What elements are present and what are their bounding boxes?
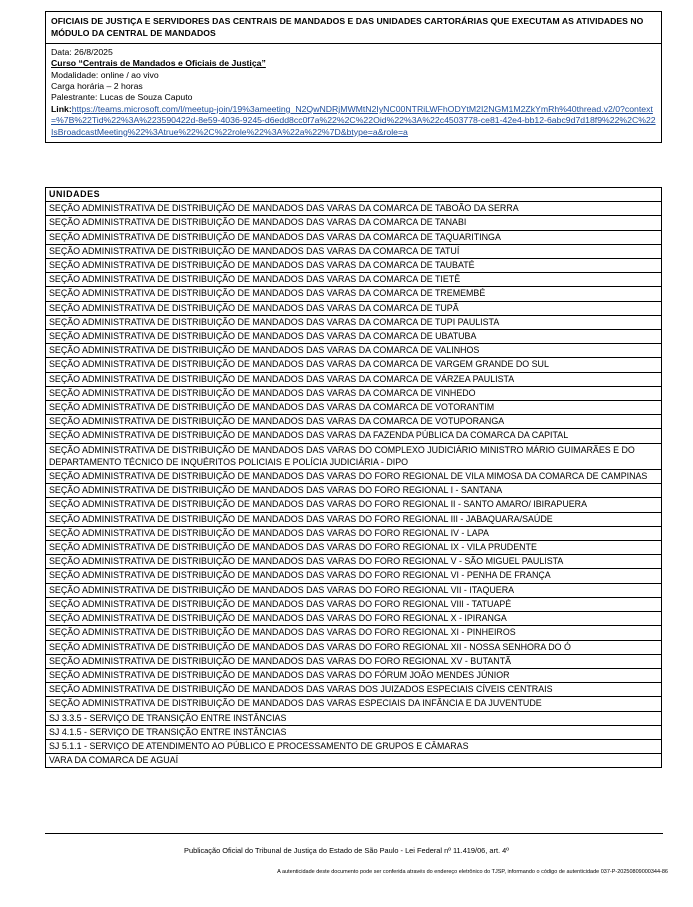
unit-name-cell: SEÇÃO ADMINISTRATIVA DE DISTRIBUIÇÃO DE MANDADOS DAS VARAS DO FORO REGIONAL IX - VILA PRUDENTE bbox=[46, 541, 662, 555]
table-row bbox=[46, 555, 662, 569]
unit-name-cell: SEÇÃO ADMINISTRATIVA DE DISTRIBUIÇÃO DE MANDADOS DAS VARAS DO FORO REGIONAL VI - PENHA DE FRANÇA bbox=[46, 569, 662, 583]
table-row bbox=[46, 401, 662, 415]
table-row bbox=[46, 754, 662, 768]
footer-divider bbox=[45, 833, 663, 834]
unit-name-cell: SEÇÃO ADMINISTRATIVA DE DISTRIBUIÇÃO DE MANDADOS DAS VARAS DA COMARCA DE TAUBATÉ bbox=[46, 259, 662, 273]
table-row bbox=[46, 330, 662, 344]
table-row bbox=[46, 372, 662, 386]
unit-name-cell: SEÇÃO ADMINISTRATIVA DE DISTRIBUIÇÃO DE MANDADOS DAS VARAS DO FORO REGIONAL IV - LAPA bbox=[46, 526, 662, 540]
unit-name-cell: SEÇÃO ADMINISTRATIVA DE DISTRIBUIÇÃO DE MANDADOS DAS VARAS DO FORO REGIONAL XV - BUTANTÃ bbox=[46, 654, 662, 668]
table-header-row bbox=[46, 188, 662, 202]
unit-name-cell: SEÇÃO ADMINISTRATIVA DE DISTRIBUIÇÃO DE MANDADOS DAS VARAS DA COMARCA DE TANABI bbox=[46, 216, 662, 230]
table-row bbox=[46, 654, 662, 668]
table-row bbox=[46, 683, 662, 697]
unit-name-cell: SJ 3.3.5 - SERVIÇO DE TRANSIÇÃO ENTRE INSTÂNCIAS bbox=[46, 711, 662, 725]
table-row bbox=[46, 443, 662, 469]
table-row bbox=[46, 711, 662, 725]
unit-name-cell: SEÇÃO ADMINISTRATIVA DE DISTRIBUIÇÃO DE MANDADOS DAS VARAS DO FORO REGIONAL XII - NOSSA SENHORA DO Ó bbox=[46, 640, 662, 654]
table-row bbox=[46, 541, 662, 555]
course-name: “Centrais de Mandados e Oficiais de Justiça” bbox=[78, 58, 266, 69]
table-row bbox=[46, 358, 662, 372]
table-row bbox=[46, 273, 662, 287]
table-row bbox=[46, 301, 662, 315]
publication-note: Publicação Oficial do Tribunal de Justiça do Estado de São Paulo - Lei Federal nº 11.419/06, art. 4º bbox=[184, 846, 509, 855]
unit-name-cell: SEÇÃO ADMINISTRATIVA DE DISTRIBUIÇÃO DE MANDADOS DAS VARAS DO FORO REGIONAL VII - ITAQUERA bbox=[46, 583, 662, 597]
link-label: Link: bbox=[51, 103, 72, 114]
unit-name-cell: SEÇÃO ADMINISTRATIVA DE DISTRIBUIÇÃO DE MANDADOS DAS VARAS DA COMARCA DE TUPÃ bbox=[46, 301, 662, 315]
course-info-box bbox=[45, 11, 662, 143]
table-row bbox=[46, 526, 662, 540]
table-row bbox=[46, 697, 662, 711]
table-row bbox=[46, 512, 662, 526]
unit-name-cell: SEÇÃO ADMINISTRATIVA DE DISTRIBUIÇÃO DE MANDADOS DAS VARAS DA COMARCA DE VARGEM GRANDE DO SUL bbox=[46, 358, 662, 372]
unit-name-cell: SJ 4.1.5 - SERVIÇO DE TRANSIÇÃO ENTRE INSTÂNCIAS bbox=[46, 725, 662, 739]
unit-name-cell: SJ 5.1.1 - SERVIÇO DE ATENDIMENTO AO PÚBLICO E PROCESSAMENTO DE GRUPOS E CÂMARAS bbox=[46, 739, 662, 753]
course-prefix: Curso bbox=[51, 58, 79, 69]
unit-name-cell: SEÇÃO ADMINISTRATIVA DE DISTRIBUIÇÃO DE MANDADOS DAS VARAS DA COMARCA DE TIETÊ bbox=[46, 273, 662, 287]
course-modality: Modalidade: online / ao vivo bbox=[51, 69, 159, 80]
unit-name-cell: SEÇÃO ADMINISTRATIVA DE DISTRIBUIÇÃO DE MANDADOS DAS VARAS DA COMARCA DE VOTUPORANGA bbox=[46, 415, 662, 429]
unit-name-cell: SEÇÃO ADMINISTRATIVA DE DISTRIBUIÇÃO DE MANDADOS DAS VARAS DO FORO REGIONAL X - IPIRANGA bbox=[46, 612, 662, 626]
table-row bbox=[46, 470, 662, 484]
unit-name-cell: VARA DA COMARCA DE AGUAÍ bbox=[46, 754, 662, 768]
table-row bbox=[46, 415, 662, 429]
unit-name-cell: SEÇÃO ADMINISTRATIVA DE DISTRIBUIÇÃO DE MANDADOS DAS VARAS DA COMARCA DE TREMEMBÉ bbox=[46, 287, 662, 301]
units-table bbox=[45, 187, 662, 768]
unit-name-cell: SEÇÃO ADMINISTRATIVA DE DISTRIBUIÇÃO DE MANDADOS DAS VARAS DO FORO REGIONAL VIII - TATUAPÉ bbox=[46, 597, 662, 611]
course-details bbox=[46, 44, 661, 142]
table-row bbox=[46, 668, 662, 682]
table-body bbox=[46, 202, 662, 768]
unit-name-cell: SEÇÃO ADMINISTRATIVA DE DISTRIBUIÇÃO DE MANDADOS DAS VARAS DO FORO REGIONAL III - JABAQUARA/SAÚDE bbox=[46, 512, 662, 526]
unit-name-cell: SEÇÃO ADMINISTRATIVA DE DISTRIBUIÇÃO DE MANDADOS DAS VARAS DO FORO REGIONAL II - SANTO AMARO/ IBIRAPUERA bbox=[46, 498, 662, 512]
table-row bbox=[46, 429, 662, 443]
table-row bbox=[46, 484, 662, 498]
course-speaker: Palestrante: Lucas de Souza Caputo bbox=[51, 92, 193, 103]
table-row bbox=[46, 498, 662, 512]
unit-name-cell: SEÇÃO ADMINISTRATIVA DE DISTRIBUIÇÃO DE MANDADOS DAS VARAS DA COMARCA DE VÁRZEA PAULISTA bbox=[46, 372, 662, 386]
table-row bbox=[46, 244, 662, 258]
table-row bbox=[46, 315, 662, 329]
unit-name-cell: SEÇÃO ADMINISTRATIVA DE DISTRIBUIÇÃO DE MANDADOS DAS VARAS DA COMARCA DE VOTORANTIM bbox=[46, 401, 662, 415]
table-header: UNIDADES bbox=[46, 188, 662, 202]
table-row bbox=[46, 216, 662, 230]
meeting-link-line bbox=[51, 104, 656, 138]
course-workload: Carga horária – 2 horas bbox=[51, 81, 143, 92]
table-row bbox=[46, 259, 662, 273]
table-row bbox=[46, 230, 662, 244]
unit-name-cell: SEÇÃO ADMINISTRATIVA DE DISTRIBUIÇÃO DE MANDADOS DAS VARAS DA COMARCA DE TUPI PAULISTA bbox=[46, 315, 662, 329]
unit-name-cell: SEÇÃO ADMINISTRATIVA DE DISTRIBUIÇÃO DE MANDADOS DAS VARAS DO FORO REGIONAL I - SANTANA bbox=[46, 484, 662, 498]
table-row bbox=[46, 640, 662, 654]
table-row bbox=[46, 569, 662, 583]
course-line bbox=[51, 58, 656, 69]
unit-name-cell: SEÇÃO ADMINISTRATIVA DE DISTRIBUIÇÃO DE MANDADOS DAS VARAS DA COMARCA DE TAQUARITINGA bbox=[46, 230, 662, 244]
table-row bbox=[46, 287, 662, 301]
table-row bbox=[46, 597, 662, 611]
table-row bbox=[46, 386, 662, 400]
unit-name-cell: SEÇÃO ADMINISTRATIVA DE DISTRIBUIÇÃO DE MANDADOS DAS VARAS DO FÓRUM JOÃO MENDES JÚNIOR bbox=[46, 668, 662, 682]
section-title: OFICIAIS DE JUSTIÇA E SERVIDORES DAS CENTRAIS DE MANDADOS E DAS UNIDADES CARTORÁRIAS QUE EXECUTAM AS ATIVIDADES NO MÓDULO DA CENTRAL DE MANDADOS bbox=[46, 12, 661, 44]
unit-name-cell: SEÇÃO ADMINISTRATIVA DE DISTRIBUIÇÃO DE MANDADOS DAS VARAS DO FORO REGIONAL XI - PINHEIROS bbox=[46, 626, 662, 640]
unit-name-cell: SEÇÃO ADMINISTRATIVA DE DISTRIBUIÇÃO DE MANDADOS DAS VARAS DO FORO REGIONAL DE VILA MIMOSA DA COMARCA DE CAMPINAS bbox=[46, 470, 662, 484]
table-row bbox=[46, 612, 662, 626]
unit-name-cell: SEÇÃO ADMINISTRATIVA DE DISTRIBUIÇÃO DE MANDADOS DAS VARAS DA COMARCA DE VINHEDO bbox=[46, 386, 662, 400]
table-row bbox=[46, 202, 662, 216]
table-row bbox=[46, 583, 662, 597]
unit-name-cell: SEÇÃO ADMINISTRATIVA DE DISTRIBUIÇÃO DE MANDADOS DAS VARAS DA FAZENDA PÚBLICA DA COMARCA DA CAPITAL bbox=[46, 429, 662, 443]
course-date: Data: 26/8/2025 bbox=[51, 46, 113, 57]
table-row bbox=[46, 725, 662, 739]
authenticity-note: A autenticidade deste documento pode ser conferida através do endereço eletrônico do TJSP, informando o código de autenticidade 037-P-20250809000344-86 bbox=[277, 869, 668, 875]
table-row bbox=[46, 344, 662, 358]
unit-name-cell: SEÇÃO ADMINISTRATIVA DE DISTRIBUIÇÃO DE MANDADOS DAS VARAS DA COMARCA DE UBATUBA bbox=[46, 330, 662, 344]
unit-name-cell: SEÇÃO ADMINISTRATIVA DE DISTRIBUIÇÃO DE MANDADOS DAS VARAS ESPECIAIS DA INFÂNCIA E DA JUVENTUDE bbox=[46, 697, 662, 711]
unit-name-cell: SEÇÃO ADMINISTRATIVA DE DISTRIBUIÇÃO DE MANDADOS DAS VARAS DO FORO REGIONAL V - SÃO MIGUEL PAULISTA bbox=[46, 555, 662, 569]
meeting-link[interactable]: https://teams.microsoft.com/l/meetup-join/19%3ameeting_N2QwNDRjMWMtN2IyNC00NTRiLWFhODYtM2I2NGM1M2ZkYmRh%40thread.v2/0?context=%7B%22Tid%22%3A%223590422d-8e59-4036-9245-d6edd8cc0f7a%22%2C%22Oid%22%3A%22c4503778-ce81-42e4-bb12-6abc9d7d18f9%22%2C%22IsBroadcastMeeting%22%3Atrue%22%2C%22role%22%3A%22a%22%7D&btype=a&role=a bbox=[51, 103, 656, 137]
table-row bbox=[46, 739, 662, 753]
unit-name-cell: SEÇÃO ADMINISTRATIVA DE DISTRIBUIÇÃO DE MANDADOS DAS VARAS DOS JUIZADOS ESPECIAIS CÍVEIS CENTRAIS bbox=[46, 683, 662, 697]
unit-name-cell: SEÇÃO ADMINISTRATIVA DE DISTRIBUIÇÃO DE MANDADOS DAS VARAS DA COMARCA DE VALINHOS bbox=[46, 344, 662, 358]
unit-name-cell: SEÇÃO ADMINISTRATIVA DE DISTRIBUIÇÃO DE MANDADOS DAS VARAS DA COMARCA DE TABOÃO DA SERRA bbox=[46, 202, 662, 216]
unit-name-cell: SEÇÃO ADMINISTRATIVA DE DISTRIBUIÇÃO DE MANDADOS DAS VARAS DA COMARCA DE TATUÍ bbox=[46, 244, 662, 258]
unit-name-cell: SEÇÃO ADMINISTRATIVA DE DISTRIBUIÇÃO DE MANDADOS DAS VARAS DO COMPLEXO JUDICIÁRIO MINISTRO MÁRIO GUIMARÃES E DO DEPARTAMENTO TÉCNICO DE INQUÉRITOS POLICIAIS E POLÍCIA JUDICIÁRIA - DIPO bbox=[46, 443, 662, 469]
table-row bbox=[46, 626, 662, 640]
